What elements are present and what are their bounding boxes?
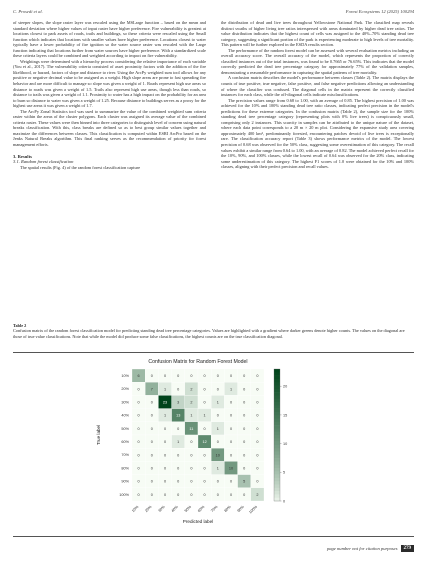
cell-value-label: 0 [203, 426, 206, 431]
cell-value-label: 0 [229, 479, 233, 484]
colorbar-segment [274, 461, 280, 465]
colorbar-segment [274, 465, 280, 469]
cell-value-label: 0 [256, 479, 259, 484]
cell-value-label: 0 [163, 374, 167, 379]
cell-value-label: 0 [243, 400, 246, 405]
confusion-matrix-svg [90, 355, 340, 533]
table-caption-text: Confusion matrix of the random forest classification model for predicting standing dead tree percentage categories. Values are highlighted with a gradient where darker greens denote higher counts. The values on the diagonal are those of true value classifications. Note that while the model did produce some false classifications, the highest counts are on the true classification diagonal. [13, 328, 405, 339]
cell-value-label: 0 [150, 479, 153, 484]
cell-value-label: 0 [137, 440, 140, 445]
cell-value-label: 0 [137, 479, 140, 484]
cell-value-label: 7 [150, 387, 153, 392]
cell-value-label: 1 [216, 400, 219, 405]
cell-value-label: 0 [163, 466, 167, 471]
x-axis-label: Predicted label [182, 519, 214, 524]
x-tick-label: 100% [248, 504, 259, 515]
cell-value-label: 0 [150, 400, 153, 405]
cell-value-label: 0 [256, 440, 259, 445]
colorbar-tick-label: 0 [283, 499, 286, 504]
y-tick-label: 100% [119, 492, 129, 497]
cell-value-label: 0 [203, 466, 206, 471]
table-title: Table 2 [13, 323, 27, 328]
cell-value-label: 0 [150, 426, 153, 431]
cell-value-label: 0 [256, 453, 259, 458]
cell-value-label: 23 [162, 400, 168, 405]
cell-value-label: 0 [243, 453, 246, 458]
colorbar-segment [274, 376, 280, 380]
cell-value-label: 2 [190, 387, 193, 392]
colorbar-segment [274, 448, 280, 452]
colorbar-segment [274, 399, 280, 403]
cell-value-label: 0 [137, 492, 140, 497]
colorbar-segment [274, 435, 280, 439]
colorbar-segment [274, 494, 280, 498]
cell-value-label: 0 [229, 453, 233, 458]
cell-value-label: 0 [177, 387, 180, 392]
y-tick-label: 90% [121, 479, 129, 484]
cell-value-label: 0 [150, 440, 153, 445]
section-heading: 3. Results [13, 153, 32, 159]
colorbar-segment [274, 452, 280, 456]
table-caption [13, 323, 414, 339]
colorbar-segment [274, 395, 280, 399]
cell-value-label: 1 [216, 466, 219, 471]
colorbar-segment [274, 498, 280, 502]
cell-value-label: 3 [177, 400, 180, 405]
y-tick-label: 10% [121, 374, 129, 378]
cell-value-label: 0 [256, 374, 259, 379]
x-tick-label: 70% [210, 504, 219, 514]
colorbar-segment [274, 402, 280, 406]
cell-value-label: 0 [150, 453, 153, 458]
cell-value-label: 0 [216, 440, 219, 445]
colorbar-segment [274, 475, 280, 479]
y-tick-label: 50% [121, 426, 129, 431]
cell-value-label: 0 [137, 466, 140, 471]
cell-value-label: 0 [216, 387, 219, 392]
colorbar-segment [274, 415, 280, 419]
cell-value-label: 0 [203, 387, 206, 392]
colorbar-segment [274, 422, 280, 426]
cell-value-label: 0 [216, 413, 219, 418]
cell-value-label: 2 [190, 400, 193, 405]
paragraph: The ArcPy Zonal Statistics tool was used to summarize the value of the combined weighted sum criteria raster within the areas of the cluster polygons. Each cluster was assigned its average value of the combined criteria raster. These values were then binned into three categories to distinguish level of concern using natural breaks classification. With this, class breaks are defined so as to best group similar values together and maximize the differences between classes. This classification is computed within ESRI ArcPro based on the Jenks Natural Breaks algorithm. This final ranking serves as the recommendation of priority for forest management efforts. [13, 108, 206, 148]
colorbar-segment [274, 425, 280, 429]
colorbar-segment [274, 488, 280, 492]
colorbar-segment [274, 428, 280, 432]
cell-value-label: 13 [176, 413, 181, 418]
cell-value-label: 0 [229, 440, 233, 445]
y-axis-label: True label [96, 424, 101, 446]
left-column [13, 20, 206, 170]
x-tick-label: 60% [197, 504, 206, 514]
cell-value-label: 0 [243, 426, 246, 431]
cell-value-label: 0 [256, 387, 259, 392]
colorbar-segment [274, 455, 280, 459]
cell-value-label: 1 [216, 426, 219, 431]
cell-value-label: 0 [137, 387, 140, 392]
running-header-authors: C. Prosedi et al. [13, 9, 43, 14]
cell-value-label: 0 [190, 453, 193, 458]
cell-value-label: 0 [216, 374, 219, 379]
x-tick-label: 40% [170, 504, 179, 514]
colorbar-segment [274, 419, 280, 423]
cell-value-label: 0 [243, 413, 246, 418]
y-tick-label: 20% [121, 387, 129, 392]
colorbar-segment [274, 478, 280, 482]
colorbar-segment [274, 468, 280, 472]
cell-value-label: 10 [228, 466, 234, 471]
subsection-heading: 3.1. Random forest classification [13, 159, 74, 165]
paragraph: the distribution of dead and live trees throughout Yellowstone National Park. The classified map reveals distinct swaths of higher living tree ratios interspersed with areas dominated by higher dead tree ratios. The value distribution indicates that the highest count of cells was assigned to the 40%–70% standing dead tree category, suggesting a significant portion of the park is experiencing moderate to high levels of tree mortality. This pattern will be further explored in the ESDA results section. [221, 20, 414, 48]
confusion-matrix-chart [90, 355, 340, 533]
cell-value-label: 0 [177, 453, 180, 458]
colorbar-segment [274, 438, 280, 442]
cell-value-label: 0 [256, 466, 259, 471]
cell-value-label: 0 [229, 400, 233, 405]
paragraph: The spatial results (Fig. 4) of the random forest classification capture [20, 164, 141, 170]
cell-value-label: 1 [203, 413, 206, 418]
x-tick-label: 10% [131, 504, 140, 514]
cell-value-label: 0 [203, 374, 206, 379]
cell-value-label: 0 [150, 492, 153, 497]
colorbar-segment [274, 445, 280, 449]
colorbar-segment [274, 386, 280, 390]
y-tick-label: 40% [121, 413, 129, 418]
cell-value-label: 1 [163, 413, 167, 418]
cell-value-label: 0 [150, 413, 153, 418]
cell-value-label: 2 [256, 492, 259, 497]
footer-note: page number not for citation purposes [326, 546, 398, 551]
x-tick-label: 30% [157, 504, 166, 514]
cell-value-label: 1 [163, 387, 167, 392]
cell-value-label: 0 [137, 413, 140, 418]
colorbar-segment [274, 458, 280, 462]
running-header-journal: Forest Ecosystems 12 (2025) 100294 [345, 9, 414, 14]
cell-value-label: 12 [202, 440, 207, 445]
colorbar-tick-label: 10 [283, 442, 288, 447]
colorbar-tick-label: 20 [283, 384, 288, 389]
cell-value-label: 0 [190, 440, 193, 445]
cell-value-label: 0 [229, 374, 233, 379]
y-tick-label: 30% [121, 400, 129, 405]
y-tick-label: 60% [121, 440, 129, 444]
cell-value-label: 5 [243, 479, 246, 484]
cell-value-label: 1 [229, 387, 233, 392]
cell-value-label: 0 [203, 453, 206, 458]
cell-value-label: 0 [163, 453, 167, 458]
colorbar-segment [274, 491, 280, 495]
x-tick-label: 50% [183, 504, 193, 514]
cell-value-label: 0 [243, 492, 246, 497]
cell-value-label: 0 [150, 374, 153, 379]
cell-value-label: 0 [229, 426, 233, 431]
cell-value-label: 0 [243, 466, 246, 471]
cell-value-label: 0 [229, 413, 233, 418]
cell-value-label: 0 [137, 453, 140, 458]
colorbar-segment [274, 405, 280, 409]
colorbar-segment [274, 389, 280, 393]
paragraph: The precision values range from 0.68 to 1.00, with an average of 0.85. The highest precision of 1.00 was achieved for the 10% and 100% standing dead tree ratio classes, indicating perfect precision in the model's predictions for these extreme categories. In the confusion matrix (Table 2), the sample size for the 100% standing dead tree percentage category (representing plots with 0% live trees) is conspicuously small, comprising only 2 instances. This scarcity in samples can be attributed to the unique nature of the dataset, where each data point corresponds to a 20 m × 20 m plot. Considering the expansive study area covering approximately 400 km², predominantly forested, encountering patches devoid of live trees is exceptionally rare. The classification accuracy report (Table 3) shows performance metrics of the model. The lowest precision of 0.68 was observed for the 50% class, suggesting some overestimation of this category. The recall values exhibit a similar range from 0.64 to 1.00, with an average of 0.82. The model achieved perfect recall for the 10%, 90%, and 100% classes, while the lowest recall of 0.64 was observed for the 20% class, indicating some underestimation of this category. The highest F1 scores of 1.0 were obtained for the 10% and 100% classes, aligning with their perfect precision and recall values. [221, 97, 414, 170]
cell-value-label: 10 [215, 453, 220, 458]
cell-value-label: 1 [190, 413, 193, 418]
cell-value-label: 0 [163, 479, 167, 484]
colorbar-segment [274, 412, 280, 416]
cell-value-label: 0 [177, 466, 180, 471]
cell-value-label: 0 [243, 387, 246, 392]
cell-value-label: 0 [137, 400, 140, 405]
cell-value-label: 0 [177, 426, 180, 431]
cell-value-label: 0 [256, 400, 259, 405]
colorbar-segment [274, 372, 280, 376]
colorbar-segment [274, 481, 280, 485]
colorbar-segment [274, 442, 280, 446]
colorbar-segment [274, 369, 280, 373]
colorbar-segment [274, 471, 280, 475]
cell-value-label: 0 [203, 492, 206, 497]
cell-value-label: 0 [163, 426, 167, 431]
cell-value-label: 0 [216, 479, 219, 484]
colorbar-tick-label: 15 [283, 413, 288, 418]
cell-value-label: 0 [177, 479, 180, 484]
cell-value-label: 0 [163, 440, 167, 445]
y-tick-label: 80% [121, 466, 129, 471]
table-bottom-rule [13, 536, 414, 537]
cell-value-label: 0 [256, 426, 259, 431]
cell-value-label: 0 [190, 466, 193, 471]
cell-value-label: 0 [190, 479, 193, 484]
chart-title: Confusion Matrix for Random Forest Model [148, 359, 248, 365]
page-footer [327, 545, 414, 552]
cell-value-label: 0 [137, 426, 140, 431]
cell-value-label: 11 [189, 426, 194, 431]
cell-value-label: 0 [216, 492, 219, 497]
cell-value-label: 0 [190, 492, 193, 497]
cell-value-label: 0 [256, 413, 259, 418]
paragraph: Weightings were determined with a hierarchy process considering the relative importance of each variable (You et al., 2017). The vulnerability criteria consisted of asset proximity factors with the addition of the fire likelihood, or hazard, factors of slope and distance to river. Using the ArcPy weighted sum tool allows for any positive or negative decimal value to be assigned as a weight. High slope areas are prone to fast spreading fire behavior and are more difficult to manage so slope was given a weight of 1. Roads represent high use areas so distance to roads was given a weight of 1.5. Trails also represent high use areas, though less than roads, so distance to trails was given a weight of 1.1. Proximity to water has a high impact on the probability for an area to burn so distance to water was given a weight of 1.25. Because distance to buildings serves as a proxy for the highest use areas it was given a weight of 1.7. [13, 58, 206, 109]
cell-value-label: 0 [203, 479, 206, 484]
cell-value-label: 0 [190, 374, 193, 379]
x-tick-label: 80% [223, 504, 232, 514]
right-column [221, 20, 414, 170]
table-top-rule [13, 352, 414, 353]
cell-value-label: 0 [150, 466, 153, 471]
paragraph: A confusion matrix describes the model's performance between classes (Table 2). The matrix displays the counts of true positive, true negative, false positive, and false negative predictions allowing an understanding of where the classifier was confused. The diagonal cells in the matrix represent the correctly classified instances for each class, while the off-diagonal cells indicate misclassifications. [221, 75, 414, 98]
cell-value-label: 0 [243, 374, 246, 379]
cell-value-label: 1 [177, 440, 180, 445]
cell-value-label: 0 [203, 400, 206, 405]
cell-value-label: 0 [163, 492, 167, 497]
cell-value-label: 0 [177, 374, 180, 379]
x-tick-label: 90% [236, 504, 245, 514]
colorbar-segment [274, 392, 280, 396]
cell-value-label: 0 [229, 492, 233, 497]
colorbar-segment [274, 382, 280, 386]
x-tick-label: 20% [144, 504, 153, 514]
colorbar-segment [274, 379, 280, 383]
cell-value-label: 0 [243, 440, 246, 445]
colorbar-segment [274, 409, 280, 413]
cell-value-label: 0 [177, 492, 180, 497]
colorbar-segment [274, 432, 280, 436]
y-tick-label: 70% [121, 453, 129, 458]
paragraph: The performance of the random forest model can be assessed with several evaluation metrics including an overall accuracy score. The overall accuracy of the model, which represents the proportion of correctly classified instances out of the total instances, was found to be 0.7665 or 76.65%. This indicates that the model correctly predicted the dead tree percentage category for approximately 77% of the validation samples, demonstrating a reasonable performance in capturing the spatial patterns of tree mortality. [221, 47, 414, 75]
page-number: 279 [401, 545, 415, 552]
paragraph: of steeper slopes, the slope raster layer was rescaled using the MSLarge function – based on the mean and standard deviation where higher values of input raster have higher preference. Fire vulnerability is greatest at locations closest to park assets of roads, trails and buildings, so these criteria were rescaled using the Small function which indicates that locations with smaller values have higher preference. Locations closest to water typically have a lower probability of fire ignition so the water source raster was rescaled with the Large function indicating that locations further from water sources have higher preference. With a standardized scale these criteria layers could be combined and weighted according to impact on fire vulnerability. [13, 20, 206, 59]
colorbar-segment [274, 485, 280, 489]
cell-value-label: 6 [137, 374, 140, 379]
colorbar-tick-label: 5 [283, 470, 286, 475]
